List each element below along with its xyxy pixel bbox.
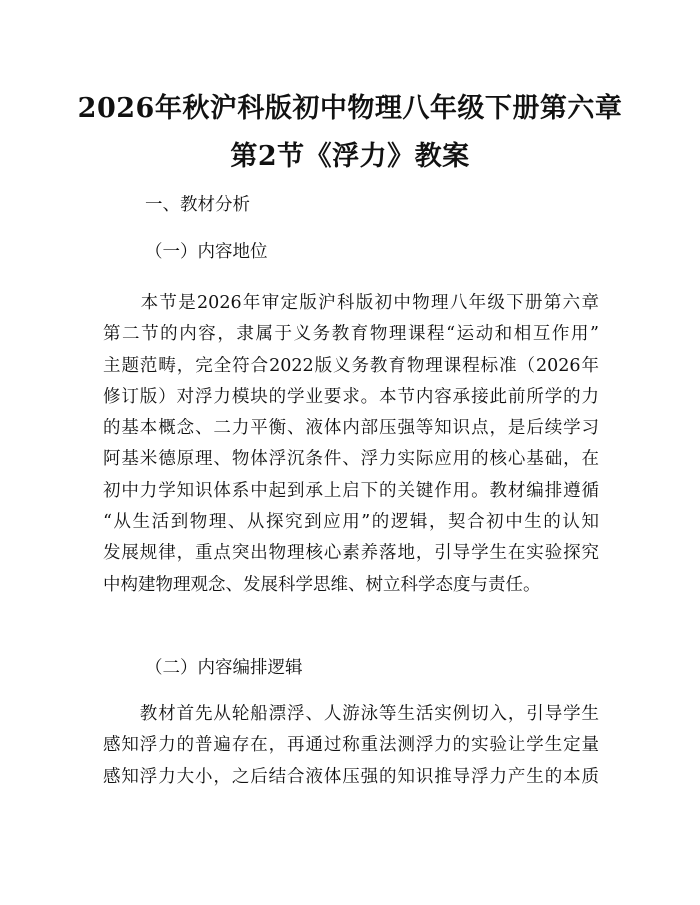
document-title-line-2: 第2节《浮力》教案 bbox=[230, 141, 470, 172]
paragraph-line: “从生活到物理、从探究到应用”的逻辑，契合初中生的认知 bbox=[103, 512, 599, 533]
paragraph-line: 本节是2026年审定版沪科版初中物理八年级下册第六章 bbox=[103, 293, 599, 313]
paragraph-line: 的基本概念、二力平衡、液体内部压强等知识点，是后续学习 bbox=[103, 418, 599, 439]
section-heading-textbook-analysis: 一、教材分析 bbox=[145, 195, 250, 215]
paragraph-line: 中构建物理观念、发展科学思维、树立科学态度与责任。 bbox=[103, 574, 541, 595]
paragraph-line: 修订版）对浮力模块的学业要求。本节内容承接此前所学的力 bbox=[103, 386, 599, 407]
paragraph-line: 阿基米德原理、物体浮沉条件、浮力实际应用的核心基础，在 bbox=[103, 449, 599, 470]
paragraph-content-position bbox=[103, 288, 599, 601]
paragraph-line: 教材首先从轮船漂浮、人游泳等生活实例切入，引导学生 bbox=[103, 704, 599, 724]
paragraph-line: 感知浮力大小，之后结合液体压强的知识推导浮力产生的本质 bbox=[103, 766, 599, 787]
paragraph-line: 发展规律，重点突出物理核心素养落地，引导学生在实验探究 bbox=[103, 543, 599, 564]
paragraph-line: 第二节的内容，隶属于义务教育物理课程“运动和相互作用” bbox=[103, 324, 599, 345]
paragraph-line: 感知浮力的普遍存在，再通过称重法测浮力的实验让学生定量 bbox=[103, 735, 599, 756]
paragraph-line: 主题范畴，完全符合2022版义务教育物理课程标准（2026年 bbox=[103, 355, 599, 376]
subsection-heading-content-logic: （二）内容编排逻辑 bbox=[145, 658, 303, 678]
paragraph-content-logic bbox=[103, 699, 599, 793]
paragraph-line: 初中力学知识体系中起到承上启下的关键作用。教材编排遵循 bbox=[103, 480, 599, 501]
document-title-line-1: 2026年秋沪科版初中物理八年级下册第六章 bbox=[77, 93, 623, 124]
subsection-heading-content-position: （一）内容地位 bbox=[145, 242, 268, 262]
